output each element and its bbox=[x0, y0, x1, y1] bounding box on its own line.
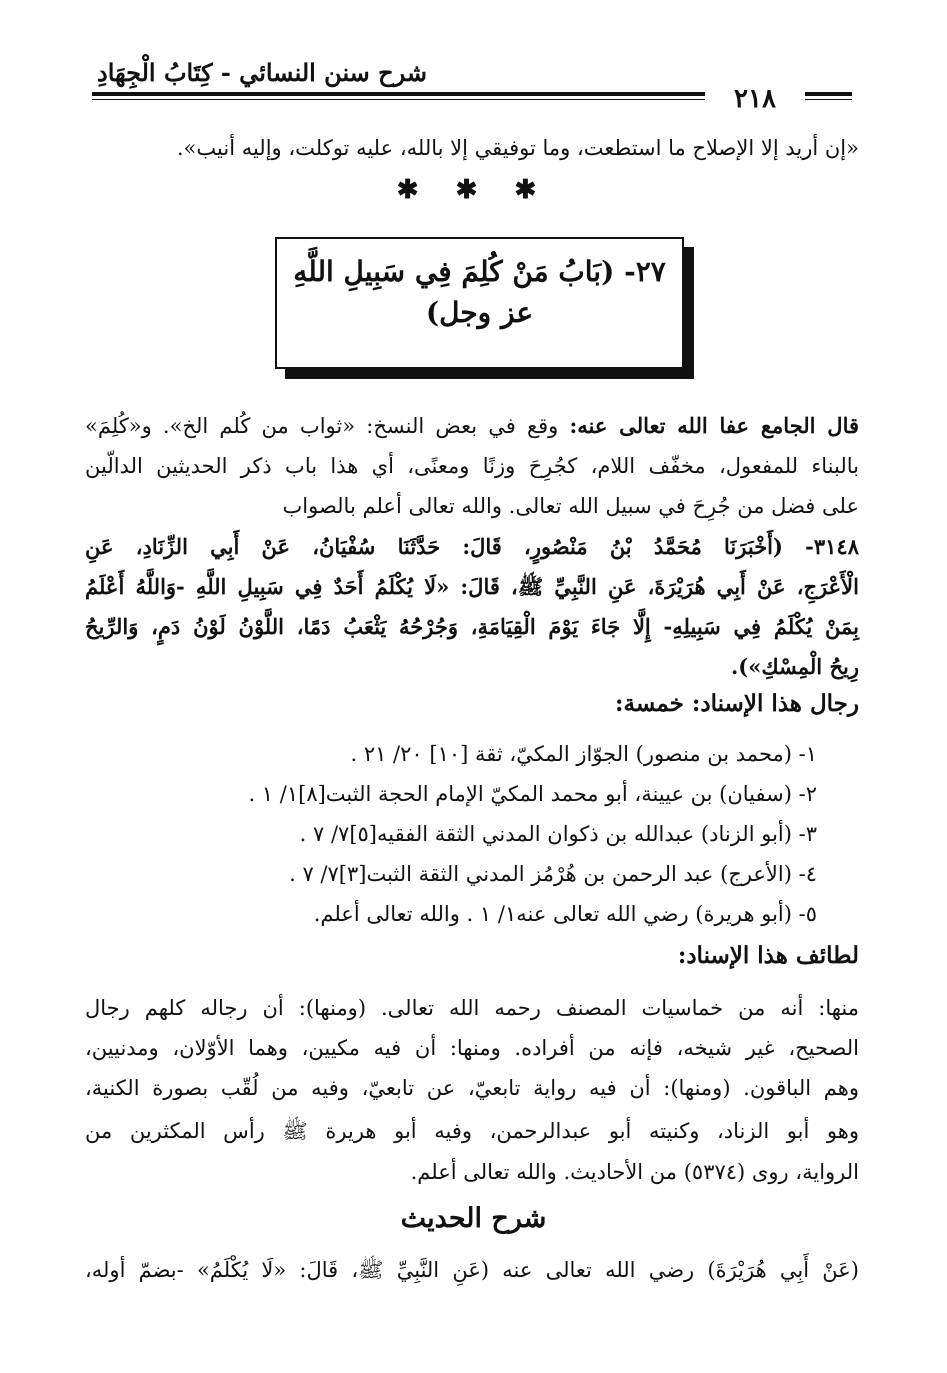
chapter-title-line-1: ٢٧- (بَابُ مَنْ كُلِمَ فِي سَبِيلِ اللَّهِ bbox=[293, 255, 666, 288]
narrator-item: ٣- (أبو الزناد) عبدالله بن ذكوان المدني الثقة الفقيه[٥]٧/ ٧ . bbox=[299, 822, 817, 846]
hadith-line-3: بِمَنْ يُكْلَمُ فِي سَبِيلِهِ- إِلَّا جَاءَ يَوْمَ الْقِيَامَةِ، وَجُرْحُهُ يَثْعَبُ دَمًا، اللَّوْنُ لَوْنُ دَمٍ، وَالرِّيحُ bbox=[85, 614, 859, 639]
subtleties-line-5: الرواية، روى (٥٣٧٤) من الأحاديث. والله تعالى أعلم. bbox=[410, 1160, 859, 1184]
page-number-box bbox=[705, 82, 805, 116]
intro-para-line-1 bbox=[85, 406, 859, 446]
commentary-line-1: (عَنْ أَبِي هُرَيْرَةَ) رضي الله تعالى عنه (عَنِ النَّبِيِّ ﷺ، قَالَ: «لَا يُكْلَمُ» -بضمّ أوله، bbox=[85, 1258, 859, 1282]
subtleties-line-1: منها: أنه من خماسيات المصنف رحمه الله تعالى. (ومنها): أن رجاله كلهم رجال bbox=[85, 996, 859, 1020]
intro-para-line-3: على فضل من جُرِحَ في سبيل الله تعالى. والله تعالى أعلم بالصواب bbox=[282, 494, 859, 518]
chapter-title-box bbox=[275, 237, 684, 369]
subtleties-heading: لطائف هذا الإسناد: bbox=[677, 942, 859, 969]
intro-quote-line: «إن أريد إلا الإصلاح ما استطعت، وما توفيقي إلا بالله، عليه توكلت، وإليه أنيب». bbox=[176, 136, 859, 160]
hadith-line-2: الْأَعْرَجِ، عَنْ أَبِي هُرَيْرَةَ، عَنِ النَّبِيِّ ﷺ، قَالَ: «لَا يُكْلَمُ أَحَدٌ فِي سَبِيلِ اللَّهِ -وَاللَّهُ أَعْلَمُ bbox=[85, 574, 859, 599]
subtleties-line-2: الصحيح، غير شيخه، فإنه من أفراده. ومنها: أن فيه مكيين، وهما الأوّلان، ومدنيين، bbox=[85, 1036, 859, 1060]
hadith-line-1: ٣١٤٨- (أَخْبَرَنَا مُحَمَّدُ بْنُ مَنْصُورٍ، قَالَ: حَدَّثَنَا سُفْيَانُ، عَنْ أَبِي الزِّنَادِ، عَنِ bbox=[85, 534, 859, 559]
subtleties-line-4: وهو أبو الزناد، وكنيته أبو عبدالرحمن، وفيه أبو هريرة ﷺ رأس المكثرين من bbox=[85, 1119, 859, 1143]
intro-para-line-2: بالبناء للمفعول، مخفّف اللام، كجُرِحَ وزنًا ومعنًى، أي هذا باب ذكر الحديثين الدالّين bbox=[85, 454, 859, 478]
intro-para-line-1-text: وقع في بعض النسخ: «ثواب من كُلم الخ». و«كُلِمَ» bbox=[85, 414, 559, 438]
narrator-item: ١- (محمد بن منصور) الجوّاز المكيّ، ثقة [١٠] ٢٠/ ٢١ . bbox=[350, 742, 817, 766]
narrators-heading: رجال هذا الإسناد: خمسة: bbox=[615, 690, 859, 717]
chapter-title-line-2: عز وجل) bbox=[425, 296, 534, 329]
subtleties-line-3: وهم الباقون. (ومنها): أن فيه رواية تابعيّ، عن تابعيّ، وفيه من لُقّب بصورة الكنية، bbox=[85, 1076, 859, 1100]
narrator-item: ٢- (سفيان) بن عيينة، أبو محمد المكيّ الإمام الحجة الثبت[٨]١/ ١ . bbox=[248, 782, 817, 806]
narrator-item: ٥- (أبو هريرة) رضي الله تعالى عنه١/ ١ . والله تعالى أعلم. bbox=[313, 902, 817, 926]
compiler-intro-bold: قال الجامع عفا الله تعالى عنه: bbox=[569, 413, 860, 438]
running-header-title: شرح سنن النسائي - كِتَابُ الْجِهَادِ bbox=[97, 58, 427, 87]
narrator-item: ٤- (الأعرج) عبد الرحمن بن هُرْمُز المدني الثقة الثبت[٣]٧/ ٧ . bbox=[289, 862, 817, 886]
section-separator-stars: ✱ ✱ ✱ bbox=[396, 175, 551, 205]
page-number: ٢١٨ bbox=[734, 84, 776, 114]
commentary-heading: شرح الحديث bbox=[400, 1203, 547, 1234]
hadith-line-4: رِيحُ الْمِسْكِ»). bbox=[730, 654, 859, 679]
